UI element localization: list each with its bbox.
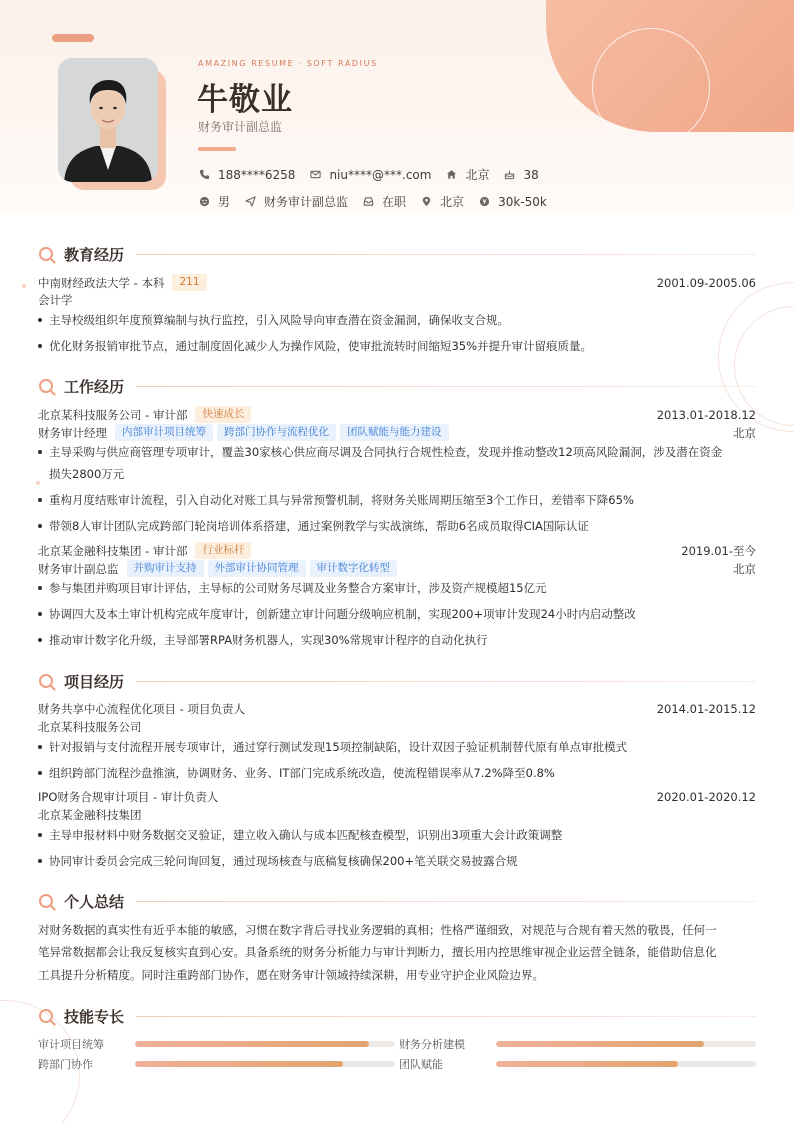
contact-row-2 xyxy=(198,193,561,210)
skill-item xyxy=(38,1036,395,1052)
mail-icon xyxy=(309,169,321,181)
city-text: 北京 xyxy=(465,168,490,182)
work-role: 财务审计经理 xyxy=(38,425,107,440)
send-icon xyxy=(244,196,256,208)
skill-tag: 内部审计项目统筹 xyxy=(115,424,213,441)
list-item: 主导采购与供应商管理专项审计，覆盖30家核心供应商尽调及合同执行合规性检查，发现并推动整改12项高风险漏洞，涉及潜在资金 xyxy=(38,441,756,463)
section-search-icon xyxy=(38,673,56,691)
list-item: 带领8人审计团队完成跨部门轮岗培训体系搭建，通过案例教学与实战演练，帮助6名成员取得CIA国际认证 xyxy=(38,515,756,537)
contact-row-1 xyxy=(198,166,553,183)
skill-bar xyxy=(135,1041,395,1047)
project-org xyxy=(38,807,756,823)
phone-text: 188****6258 xyxy=(218,167,296,182)
section-title-text: 技能专长 xyxy=(64,1008,125,1026)
skill-label: 财务分析建模 xyxy=(399,1038,465,1051)
section-divider xyxy=(136,254,756,255)
cake-icon xyxy=(503,169,515,181)
header-decor-ring xyxy=(592,28,710,146)
section-divider xyxy=(136,1016,756,1017)
school-tag: 211 xyxy=(172,274,206,291)
project-period: 2020.01-2020.12 xyxy=(656,790,756,804)
skill-bar-fill xyxy=(135,1061,343,1067)
section-search-icon xyxy=(38,246,56,264)
face-icon xyxy=(198,196,210,208)
summary-paragraph xyxy=(38,919,756,986)
skill-bar-fill xyxy=(496,1041,704,1047)
salary-item xyxy=(478,195,547,209)
list-item: 协同审计委员会完成三轮问询回复，通过现场核查与底稿复核确保200+笔关联交易披露合规 xyxy=(38,850,756,872)
skill-tag: 跨部门协作与流程优化 xyxy=(217,424,336,441)
skill-item xyxy=(399,1036,756,1052)
list-item: 主导校级组织年度预算编制与执行监控，引入风险导向审查潜在资金漏洞，确保收支合规。 xyxy=(38,309,756,331)
target-city-item xyxy=(420,193,464,210)
skill-tag: 团队赋能与能力建设 xyxy=(340,424,449,441)
education-major xyxy=(38,292,756,308)
target-position-text: 财务审计副总监 xyxy=(264,195,349,209)
home-icon xyxy=(445,169,457,181)
list-item: 重构月度结账审计流程，引入自动化对账工具与异常预警机制，将财务关账周期压缩至3个工作日，差错率下降65% xyxy=(38,489,756,511)
inbox-icon xyxy=(362,196,374,208)
list-item: 组织跨部门流程沙盘推演，协调财务、业务、IT部门完成系统改造，使流程错误率从7.2%降至0.8% xyxy=(38,762,756,784)
project-header xyxy=(38,789,756,805)
skill-bar xyxy=(135,1061,395,1067)
skill-bar-fill xyxy=(135,1041,369,1047)
work-period: 2013.01-2018.12 xyxy=(656,407,756,422)
project-title: IPO财务合规审计项目 - 审计负责人 xyxy=(38,790,219,804)
section-title-text: 项目经历 xyxy=(64,673,125,691)
work-company: 北京某金融科技集团 - 审计部 xyxy=(38,543,188,558)
school-degree: 中南财经政法大学 - 本科 xyxy=(38,275,165,290)
email-item xyxy=(309,168,431,182)
candidate-name: 牛敬业 xyxy=(197,82,293,118)
section-divider xyxy=(136,681,756,682)
location-pin-icon xyxy=(420,196,432,208)
list-item: 优化财务报销审批节点，通过制度固化减少人为操作风险，使审批流转时间缩短35%并提升审计留痕质量。 xyxy=(38,335,756,357)
work-role-row xyxy=(38,424,756,441)
city-item xyxy=(445,166,489,183)
status-text: 在职 xyxy=(382,195,407,209)
section-title-text: 个人总结 xyxy=(64,893,125,911)
project-org-text: 北京某金融科技集团 xyxy=(38,808,142,822)
work-period: 2019.01-至今 xyxy=(681,543,756,558)
education-header xyxy=(38,274,756,291)
skill-label: 团队赋能 xyxy=(399,1058,443,1071)
skill-item xyxy=(399,1056,756,1072)
list-item: 参与集团并购项目审计评估，主导标的公司财务尽调及业务整合方案审计，涉及资产规模超15亿元 xyxy=(38,577,756,599)
gender-text: 男 xyxy=(218,195,231,209)
avatar xyxy=(58,58,158,182)
section-divider xyxy=(136,386,756,387)
gender-item xyxy=(198,193,230,210)
section-search-icon xyxy=(38,1008,56,1026)
header-accent-bar xyxy=(198,147,236,151)
project-period: 2014.01-2015.12 xyxy=(656,702,756,716)
work-role: 财务审计副总监 xyxy=(38,561,119,576)
work-company: 北京某科技服务公司 - 审计部 xyxy=(38,407,188,422)
section-title-text: 工作经历 xyxy=(64,378,125,396)
decor-dot xyxy=(22,284,26,288)
skill-bar-fill xyxy=(496,1061,678,1067)
skill-item xyxy=(38,1056,395,1072)
work-header xyxy=(38,542,756,559)
section-divider xyxy=(136,901,756,902)
list-item: 主导申报材料中财务数据交叉验证，建立收入确认与成本匹配核查模型，识别出3项重大会计政策调整 xyxy=(38,824,756,846)
section-work xyxy=(38,376,756,397)
work-header xyxy=(38,406,756,423)
skill-tag: 并购审计支持 xyxy=(127,560,204,577)
list-item-continuation: 损失2800万元 xyxy=(49,467,125,481)
age-item xyxy=(503,168,538,182)
skill-bar xyxy=(496,1041,756,1047)
age-text: 38 xyxy=(523,167,539,182)
candidate-title: 财务审计副总监 xyxy=(198,120,283,134)
phone-item xyxy=(198,168,295,182)
section-education xyxy=(38,244,756,265)
project-title: 财务共享中心流程优化项目 - 项目负责人 xyxy=(38,702,245,716)
project-org xyxy=(38,719,756,735)
salary-text: 30k-50k xyxy=(498,194,547,209)
list-item: 针对报销与支付流程开展专项审计，通过穿行测试发现15项控制缺陷，设计双因子验证机制替代原有单点审批模式 xyxy=(38,736,756,758)
work-badge: 行业标杆 xyxy=(195,542,251,559)
work-badge: 快速成长 xyxy=(195,406,251,423)
section-summary xyxy=(38,891,756,912)
skill-tag: 外部审计协同管理 xyxy=(208,560,306,577)
skill-tag: 审计数字化转型 xyxy=(310,560,398,577)
skill-bar xyxy=(496,1061,756,1067)
target-position-item xyxy=(244,193,348,210)
project-header xyxy=(38,701,756,717)
status-item xyxy=(362,193,406,210)
skill-label: 审计项目统筹 xyxy=(38,1038,104,1051)
project-org-text: 北京某科技服务公司 xyxy=(38,720,142,734)
section-search-icon xyxy=(38,893,56,911)
header-accent-pill xyxy=(52,34,94,42)
work-city: 北京 xyxy=(733,425,756,440)
section-search-icon xyxy=(38,378,56,396)
work-role-row xyxy=(38,560,756,577)
section-title-text: 教育经历 xyxy=(64,246,125,264)
work-city: 北京 xyxy=(733,561,756,576)
summary-line: 笔异常数据都会让我反复核实直到心安。具备系统的财务分析能力与审计判断力，擅长用内控思维审视企业运营全链条，能借助信息化 xyxy=(38,945,717,960)
resume-header xyxy=(0,0,794,214)
education-period: 2001.09-2005.06 xyxy=(656,275,756,290)
major-text: 会计学 xyxy=(38,293,73,307)
summary-line: 对财务数据的真实性有近乎本能的敏感，习惯在数字背后寻找业务逻辑的真相；性格严谨细致，对规范与合规有着天然的敬畏，任何一 xyxy=(38,923,717,937)
coin-icon xyxy=(478,196,490,208)
summary-line: 工具提升分析精度。同时注重跨部门协作，愿在财务审计领域持续深耕，用专业守护企业风险边界。 xyxy=(38,967,544,982)
phone-icon xyxy=(198,169,210,181)
email-text: niu****@***.com xyxy=(329,167,432,182)
header-eyebrow: AMAZING RESUME · SOFT RADIUS xyxy=(198,59,378,68)
section-skills xyxy=(38,1006,756,1027)
list-item: 推动审计数字化升级，主导部署RPA财务机器人，实现30%常规审计程序的自动化执行 xyxy=(38,629,756,651)
target-city-text: 北京 xyxy=(440,195,465,209)
skill-label: 跨部门协作 xyxy=(38,1058,93,1071)
list-item: 协调四大及本土审计机构完成年度审计，创新建立审计问题分级响应机制，实现200+项审计发现24小时内启动整改 xyxy=(38,603,756,625)
section-projects xyxy=(38,671,756,692)
